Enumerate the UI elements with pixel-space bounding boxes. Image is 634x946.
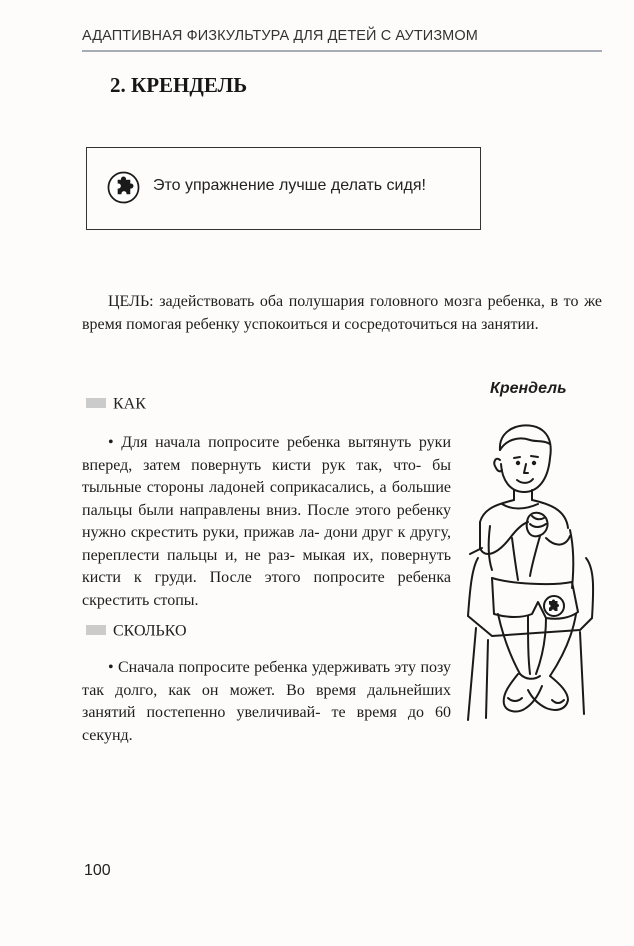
how-many-subheading bbox=[86, 621, 187, 641]
how-line: мыкая их, повернуть кисти к груди. После этого bbox=[82, 546, 452, 586]
page-number: 100 bbox=[84, 862, 111, 879]
how-line: попросите ребенка скрестить стопы. bbox=[82, 569, 451, 609]
how-many-subheading-label: СКОЛЬКО bbox=[113, 622, 187, 640]
how-many-line: • Сначала попросите ребенка удерживать bbox=[108, 659, 391, 676]
how-many-line: те время до 60 секунд. bbox=[82, 704, 452, 744]
pretzel-pose-illustration bbox=[462, 418, 604, 733]
goal-line: занятии. bbox=[481, 315, 539, 333]
subheading-marker bbox=[86, 625, 106, 635]
note-text: Это упражнение лучше делать сидя! bbox=[153, 177, 426, 194]
figure-caption: Крендель bbox=[490, 380, 567, 397]
puzzle-piece-icon bbox=[107, 171, 140, 204]
how-line: руки вперед, затем повернуть кисти рук так, что- bbox=[82, 434, 451, 474]
how-paragraph bbox=[82, 432, 451, 612]
how-subheading bbox=[86, 394, 146, 414]
how-many-line: дальнейших занятий постепенно увеличивай- bbox=[82, 681, 451, 721]
how-line: этого ребенку нужно скрестить руки, прижав ла- bbox=[82, 501, 451, 541]
note-box bbox=[86, 147, 481, 230]
how-subheading-label: КАК bbox=[113, 395, 146, 413]
how-line: • Для начала попросите ребенка вытянуть bbox=[108, 434, 412, 451]
section-title: 2. КРЕНДЕЛЬ bbox=[110, 73, 248, 97]
header-rule bbox=[82, 50, 602, 52]
running-header: АДАПТИВНАЯ ФИЗКУЛЬТУРА ДЛЯ ДЕТЕЙ С АУТИЗМОМ bbox=[82, 28, 478, 44]
goal-line: ЦЕЛЬ: задействовать оба полушария головного мозга ребенка, bbox=[108, 293, 545, 310]
how-line: дони друг к другу, переплести пальцы и, не раз- bbox=[82, 524, 452, 564]
how-line: а большие пальцы были направлены вниз. После bbox=[82, 479, 452, 519]
subheading-marker bbox=[86, 398, 106, 408]
goal-line: в то же время помогая ребенку успокоиться и сосредоточиться на bbox=[82, 293, 603, 333]
how-many-line: эту позу так долго, как он может. Во время bbox=[82, 659, 451, 699]
how-many-paragraph bbox=[82, 657, 451, 747]
how-line: бы тыльные стороны ладоней соприкасались, bbox=[82, 456, 451, 496]
goal-paragraph bbox=[82, 291, 602, 336]
